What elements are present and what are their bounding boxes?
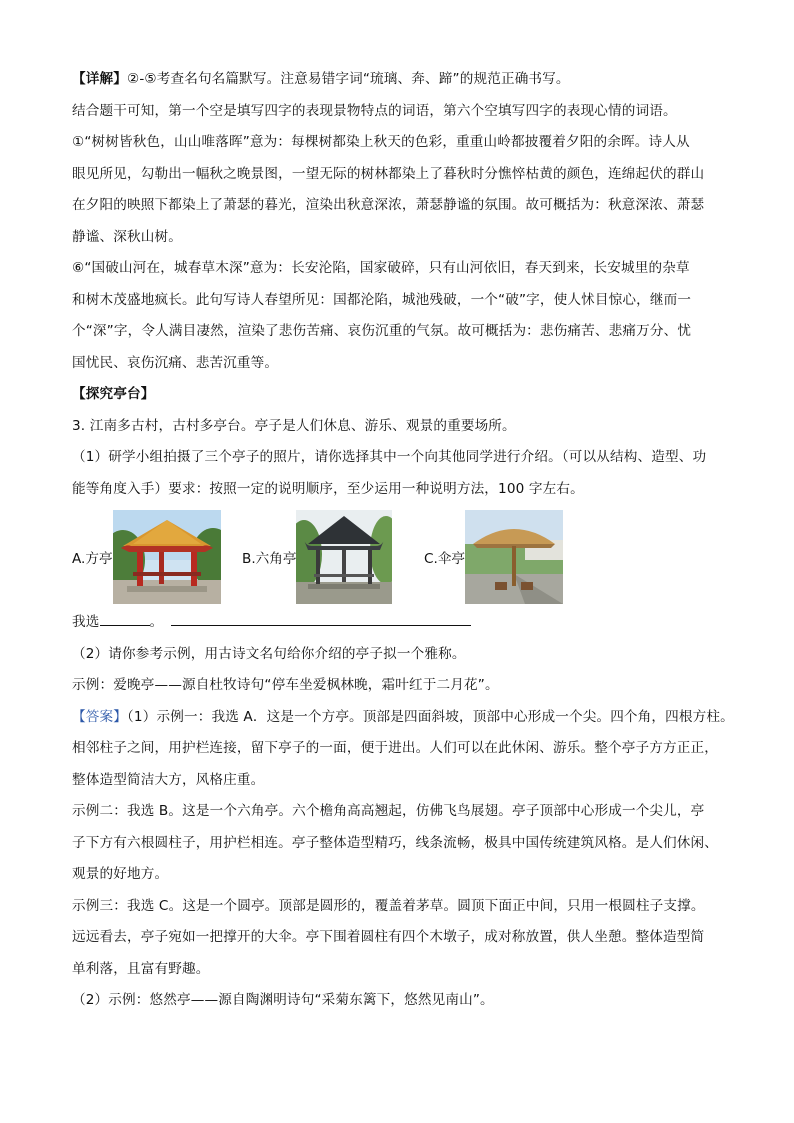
question-part2: （2）请你参考示例，用古诗文名句给你介绍的亭子拟一个雅称。 xyxy=(72,645,466,662)
answer-line-7: 示例三：我选 C。这是一个圆亭。顶部是圆形的，覆盖着茅草。圆顶下面正中间，只用一根圆柱子支撑。 xyxy=(72,897,705,914)
detail-tag: 【详解】 xyxy=(72,71,127,87)
answer-line-9: 单利落，且富有野趣。 xyxy=(72,960,210,977)
choose-prefix: 我选 xyxy=(72,614,100,630)
detail-line-4: 眼见所见，勾勒出一幅秋之晚景图，一望无际的树林都染上了暮秋时分憔悴枯黄的颜色，连绵起伏的群山 xyxy=(72,165,705,182)
detail-line-5: 在夕阳的映照下都染上了萧瑟的暮光，渲染出秋意深浓，萧瑟静谧的氛围。故可概括为：秋意深浓、萧瑟 xyxy=(72,197,705,213)
detail-line-8: 和树木茂盛地疯长。此句写诗人春望所见：国都沦陷，城池残破，一个“破”字，使人怵目惊心，继而一 xyxy=(72,291,692,308)
detail-line-9: 个“深”字，令人满目凄然，渲染了悲伤苦痛、哀伤沉重的气氛。故可概括为：悲伤痛苦、悲痛万分、忧 xyxy=(72,323,692,339)
detail-line-3: ①“树树皆秋色，山山唯落晖”意为：每棵树都染上秋天的色彩，重重山岭都披覆着夕阳的余晖。诗人从 xyxy=(72,134,690,150)
option-b-label: B.六角亭 xyxy=(242,551,297,567)
answer-line-6: 观景的好地方。 xyxy=(72,866,169,882)
question-example: 示例：爱晚亭——源自杜牧诗句“停车坐爱枫林晚，霜叶红于二月花”。 xyxy=(72,677,499,693)
choose-suffix: 。 xyxy=(149,614,164,630)
question-part1-line1: （1）研学小组拍摄了三个亭子的照片，请你选择其中一个向其他同学进行介绍。（可以从结构、造型、功 xyxy=(72,449,707,465)
hexagonal-pavilion-photo xyxy=(296,510,392,604)
pavilion-options xyxy=(72,509,732,605)
option-a xyxy=(72,509,221,605)
detail-line-6: 静谧、深秋山树。 xyxy=(72,228,182,245)
document-page xyxy=(72,64,732,1017)
answer-line-2: 相邻柱子之间，用护栏连接，留下亭子的一面，便于进出。人们可以在此休闲、游乐。整个亭子方方正正， xyxy=(72,740,718,756)
section-title: 【探究亭台】 xyxy=(72,386,155,402)
answer-line-8: 远远看去，亭子宛如一把撑开的大伞。亭下围着圆柱有四个木墩子，成对称放置，供人坐憩。整体造型简 xyxy=(72,929,705,945)
option-b xyxy=(242,509,392,605)
answer-line-5: 子下方有六根圆柱子，用护栏相连。亭子整体造型精巧，线条流畅，极具中国传统建筑风格。是人们休闲、 xyxy=(72,834,718,851)
option-c-label: C.伞亭 xyxy=(424,551,466,567)
detail-line-2: 结合题干可知，第一个空是填写四字的表现景物特点的词语，第六个空填写四字的表现心情的词语。 xyxy=(72,102,677,119)
detail-line-1: 【详解】②-⑤考查名句名篇默写。注意易错字词“琉璃、奔、蹄”的规范正确书写。 xyxy=(72,71,570,87)
answer-line-1: 【答案】（1）示例一：我选 A．这是一个方亭。顶部是四面斜坡，顶部中心形成一个尖。四个角，四根方柱。 xyxy=(72,708,734,725)
answer-line-4: 示例二：我选 B。这是一个六角亭。六个檐角高高翘起，仿佛飞鸟展翅。亭子顶部中心形成一个尖儿，亭 xyxy=(72,803,705,819)
question-intro: 3. 江南多古村，古村多亭台。亭子是人们休息、游乐、观景的重要场所。 xyxy=(72,417,516,434)
answer-tag: 【答案】 xyxy=(72,708,127,725)
answer-line-10: （2）示例：悠然亭——源自陶渊明诗句“采菊东篱下，悠然见南山”。 xyxy=(72,992,494,1008)
option-a-label: A.方亭 xyxy=(72,551,113,567)
question-part1-line2: 能等角度入手）要求：按照一定的说明顺序，至少运用一种说明方法，100 字左右。 xyxy=(72,480,584,497)
answer-line-3: 整体造型简洁大方，风格庄重。 xyxy=(72,771,265,788)
umbrella-pavilion-photo xyxy=(465,510,563,604)
intro-blank[interactable] xyxy=(171,611,471,626)
detail-line-10: 国忧民、哀伤沉痛、悲苦沉重等。 xyxy=(72,354,279,371)
choose-line xyxy=(72,607,732,639)
detail-line-7: ⑥“国破山河在，城春草木深”意为：长安沦陷，国家破碎，只有山河依旧，春天到来，长安城里的杂草 xyxy=(72,260,690,276)
square-pavilion-photo xyxy=(113,510,221,604)
choice-blank[interactable] xyxy=(100,611,150,626)
option-c xyxy=(424,509,563,605)
